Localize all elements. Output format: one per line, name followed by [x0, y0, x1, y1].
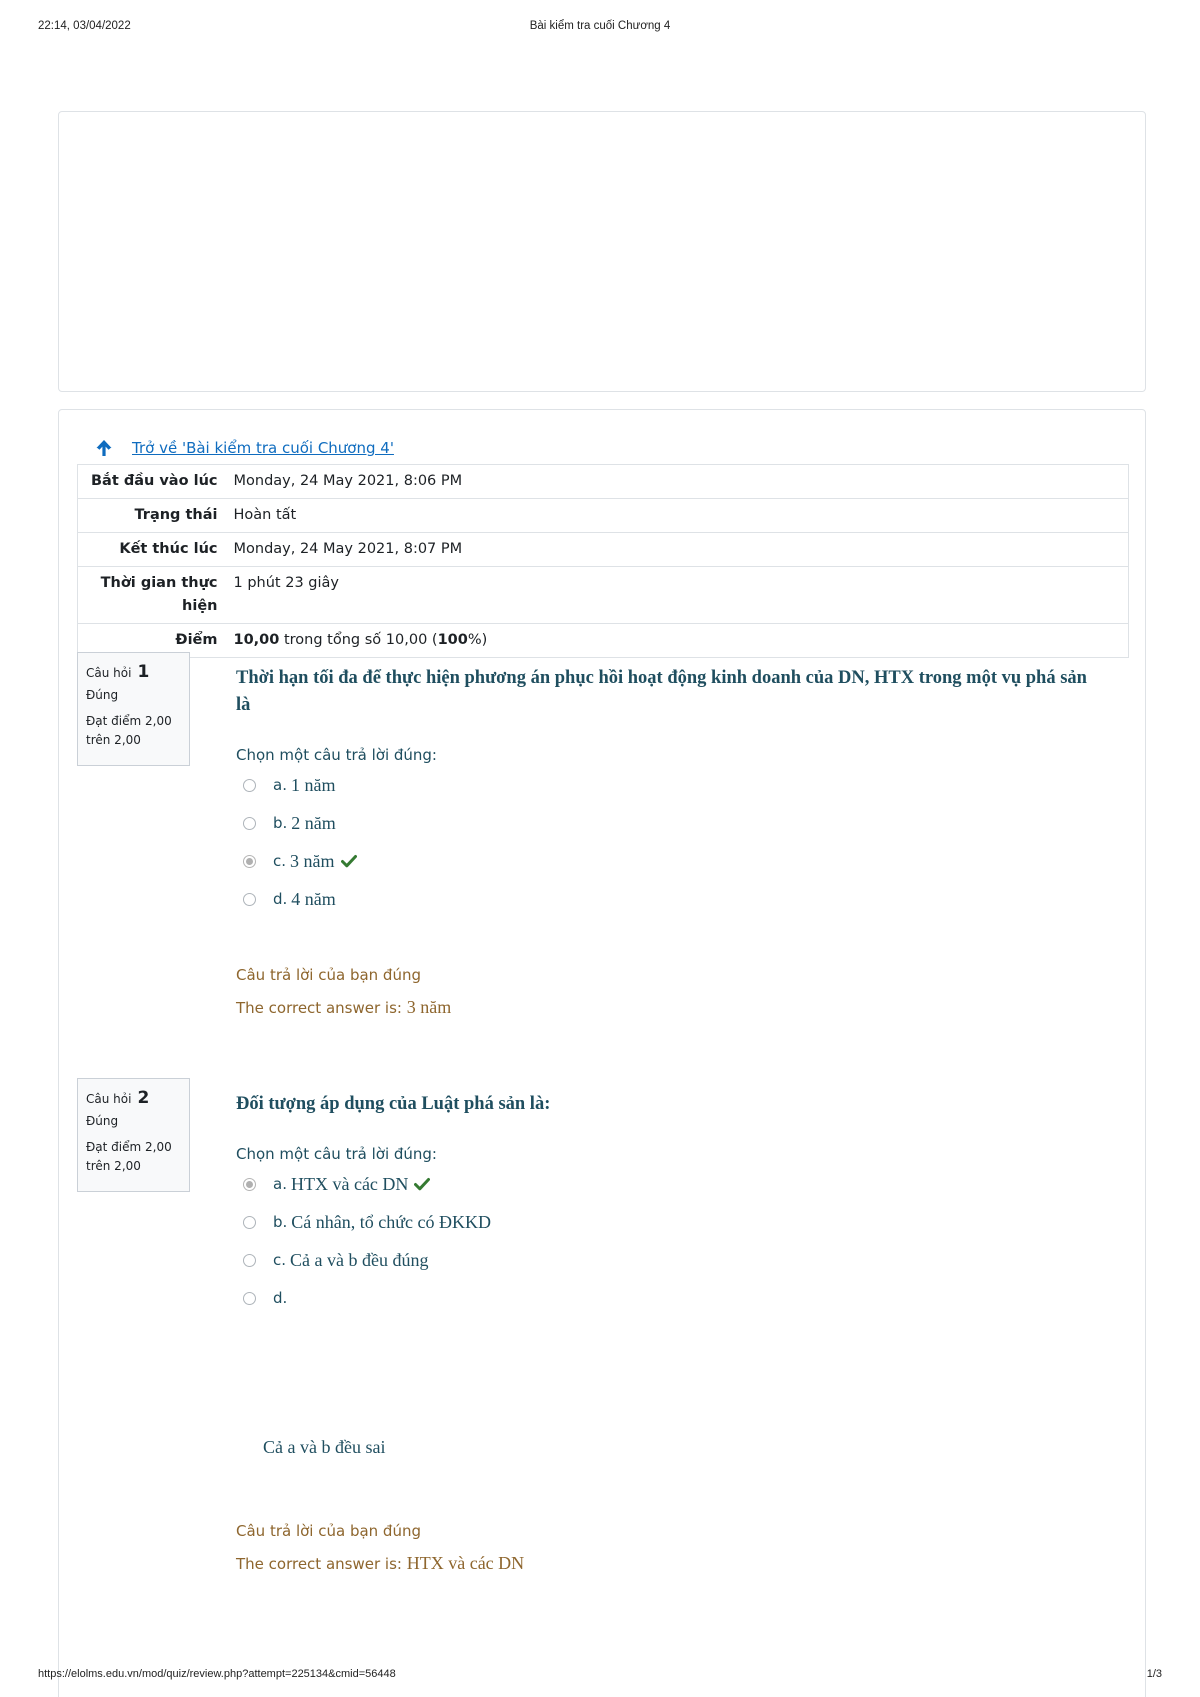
time-taken-value: 1 phút 23 giây [233, 575, 339, 591]
radio-button-checked[interactable] [243, 1178, 256, 1191]
correct-answer-prefix: The correct answer is: [236, 1555, 407, 1573]
radio-button[interactable] [243, 893, 256, 906]
option-text: Cá nhân, tổ chức có ĐKKD [291, 1211, 492, 1232]
answer-option[interactable] [243, 811, 336, 835]
print-url: https://elolms.edu.vn/mod/quiz/review.php?attempt=225134&cmid=56448 [38, 1668, 396, 1680]
print-document-title: Bài kiểm tra cuối Chương 4 [529, 20, 671, 32]
correct-answer-line [236, 1553, 524, 1574]
print-header [38, 20, 1162, 38]
started-value: Monday, 24 May 2021, 8:06 PM [233, 473, 463, 489]
correct-answer-value: 3 năm [406, 997, 452, 1017]
option-letter: a. [273, 776, 287, 794]
completed-value: Monday, 24 May 2021, 8:07 PM [233, 541, 463, 557]
question-mark-line2: trên 2,00 [86, 733, 141, 747]
started-label: Bắt đầu vào lúc [91, 473, 218, 489]
state-value: Hoàn tất [233, 507, 297, 523]
answer-option-selected[interactable] [243, 1172, 430, 1196]
back-to-quiz-link[interactable]: Trở về 'Bài kiểm tra cuối Chương 4' [132, 439, 394, 457]
answer-option[interactable] [243, 773, 335, 797]
question-mark-line1: Đạt điểm 2,00 [86, 714, 172, 728]
answer-prompt: Chọn một câu trả lời đúng: [236, 1145, 437, 1163]
question-info-box [77, 1078, 190, 1192]
correct-check-icon [341, 854, 357, 868]
correct-check-icon [414, 1177, 430, 1191]
grade-score: 10,00 [233, 632, 280, 648]
option-d-text: Cả a và b đều sai [263, 1437, 386, 1457]
state-label: Trạng thái [134, 507, 218, 523]
summary-row-time [78, 567, 1129, 624]
option-text: 1 năm [290, 774, 336, 795]
completed-label: Kết thúc lúc [119, 541, 218, 557]
blank-region-card [58, 111, 1146, 392]
question-label: Câu hỏi [86, 1092, 132, 1106]
option-letter: b. [273, 814, 288, 832]
option-letter: b. [273, 1213, 288, 1231]
question-mark-line2: trên 2,00 [86, 1159, 141, 1173]
correct-answer-value: HTX và các DN [406, 1553, 525, 1573]
option-text: Cả a và b đều đúng [290, 1249, 429, 1270]
option-text: HTX và các DN [290, 1173, 409, 1194]
question-number: 1 [137, 662, 150, 682]
answer-option[interactable] [243, 1286, 291, 1310]
radio-button-checked[interactable] [243, 855, 256, 868]
answer-feedback: Câu trả lời của bạn đúng [236, 966, 421, 984]
question-state: Đúng [86, 688, 119, 702]
summary-row-state [78, 499, 1129, 533]
grade-label: Điểm [175, 632, 218, 648]
grade-value [232, 624, 1129, 658]
option-letter: c. [273, 1251, 287, 1269]
back-to-quiz-link-row [94, 437, 394, 459]
summary-row-completed [78, 533, 1129, 567]
question-number: 2 [137, 1088, 150, 1108]
option-letter: a. [273, 1175, 287, 1193]
question-mark-line1: Đạt điểm 2,00 [86, 1140, 172, 1154]
option-letter: d. [273, 890, 288, 908]
answer-feedback: Câu trả lời của bạn đúng [236, 1522, 421, 1540]
summary-row-grade [78, 624, 1129, 658]
print-page-number: 1/3 [1146, 1668, 1162, 1680]
correct-answer-line [236, 997, 451, 1018]
option-letter: d. [273, 1289, 288, 1307]
answer-option-selected[interactable] [243, 849, 357, 873]
radio-button[interactable] [243, 1292, 256, 1305]
grade-percent: 100 [437, 632, 468, 648]
option-letter: c. [273, 852, 287, 870]
question-label: Câu hỏi [86, 666, 132, 680]
answer-prompt: Chọn một câu trả lời đúng: [236, 746, 437, 764]
answer-option[interactable] [243, 887, 336, 911]
radio-button[interactable] [243, 817, 256, 830]
summary-row-started [78, 465, 1129, 499]
option-text: 3 năm [290, 850, 335, 871]
print-timestamp: 22:14, 03/04/2022 [38, 20, 131, 32]
answer-option[interactable] [243, 1210, 491, 1234]
option-text: 2 năm [291, 812, 336, 833]
print-footer [38, 1668, 1162, 1686]
grade-end-text: %) [467, 632, 488, 648]
time-taken-label: Thời gian thực hiện [100, 575, 218, 614]
grade-mid-text: trong tổng số 10,00 ( [279, 632, 438, 648]
question-text: Thời hạn tối đa để thực hiện phương án phục hồi hoạt động kinh doanh của DN, HTX trong một vụ phá sản là [236, 668, 1087, 715]
answer-option[interactable] [243, 1248, 428, 1272]
radio-button[interactable] [243, 1216, 256, 1229]
arrow-up-icon [94, 438, 114, 458]
question-state: Đúng [86, 1114, 119, 1128]
radio-button[interactable] [243, 1254, 256, 1267]
correct-answer-prefix: The correct answer is: [236, 999, 407, 1017]
attempt-summary-table [77, 464, 1129, 658]
radio-button[interactable] [243, 779, 256, 792]
question-text: Đối tượng áp dụng của Luật phá sản là: [236, 1094, 551, 1114]
option-text: 4 năm [291, 888, 336, 909]
question-info-box [77, 652, 190, 766]
